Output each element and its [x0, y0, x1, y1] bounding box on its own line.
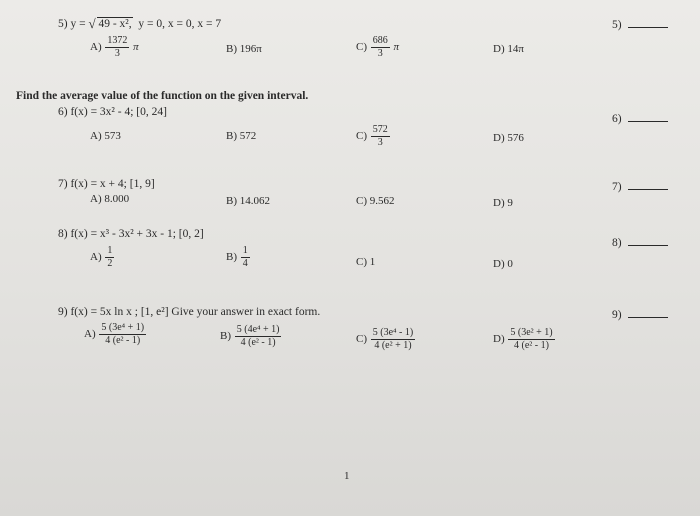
- q8-answer-label: 8): [612, 237, 622, 249]
- q9-d-num: 5 (3e² + 1): [510, 327, 553, 338]
- q7-answer-blank[interactable]: [628, 180, 668, 190]
- q5-a-pi: π: [133, 41, 139, 54]
- q9-b-num: 5 (4e⁴ + 1): [236, 324, 280, 335]
- q8-b-num: 1: [242, 245, 248, 256]
- q5-radicand: 49 - x²,: [98, 18, 132, 30]
- sqrt-symbol: √ 49 - x²,: [88, 16, 132, 31]
- q5-a-num: 1372: [107, 35, 128, 46]
- q9-b-den: 4 (e² - 1): [240, 337, 276, 348]
- q7-answer-label: 7): [612, 181, 622, 193]
- q8-b-den: 4: [242, 258, 248, 269]
- q5-answer-blank[interactable]: [628, 18, 668, 28]
- q5-number: 5): [58, 18, 68, 30]
- q7-question: 7) f(x) = x + 4; [1, 9]: [58, 178, 155, 190]
- q5-conditions: y = 0, x = 0, x = 7: [138, 18, 222, 30]
- q8-choice-d: D) 0: [493, 258, 513, 270]
- q8-b-label: B): [226, 251, 237, 264]
- q6-choice-a: A) 573: [90, 130, 121, 142]
- q9-choice-d: [493, 328, 556, 351]
- q9-d-den: 4 (e² - 1): [514, 340, 549, 351]
- q8-question: 8) f(x) = x³ - 3x² + 3x - 1; [0, 2]: [58, 228, 204, 240]
- q5-c-pi: π: [393, 41, 400, 54]
- q9-c-den: 4 (e² + 1): [374, 340, 412, 351]
- q5-question: [58, 18, 221, 30]
- q7-choice-c: C) 9.562: [356, 195, 395, 207]
- q9-choice-c: [356, 328, 416, 351]
- q9-b-fraction: [235, 325, 282, 348]
- q9-answer-label: 9): [612, 309, 622, 321]
- q9-d-label: D): [493, 333, 505, 346]
- q8-choice-b: [226, 246, 251, 269]
- q9-a-label: A): [84, 328, 96, 341]
- q6-answer-blank[interactable]: [628, 112, 668, 122]
- q5-c-label: C): [356, 41, 367, 54]
- section-heading: Find the average value of the function on the given interval.: [16, 90, 309, 102]
- q5-c-num: 686: [372, 35, 388, 46]
- q5-answer-slot: [612, 18, 668, 31]
- q5-a-fraction: [105, 36, 129, 59]
- q6-c-label: C): [356, 130, 367, 143]
- q8-b-fraction: [241, 246, 250, 269]
- q7-choice-d: D) 9: [493, 197, 513, 209]
- q9-answer-slot: [612, 308, 668, 321]
- q8-a-fraction: [105, 246, 114, 269]
- q9-question: 9) f(x) = 5x ln x ; [1, e²] Give your answer in exact form.: [58, 306, 321, 318]
- q5-answer-label: 5): [612, 19, 622, 31]
- q5-choice-a: [90, 36, 139, 59]
- q5-c-fraction: [371, 36, 390, 59]
- q5-eq-prefix: y =: [70, 18, 86, 30]
- q6-choice-b: B) 572: [226, 130, 257, 142]
- q5-c-den: 3: [377, 48, 383, 59]
- q8-answer-blank[interactable]: [628, 236, 668, 246]
- q9-a-fraction: [99, 323, 146, 346]
- q6-c-fraction: [371, 125, 390, 148]
- q7-answer-slot: [612, 180, 668, 193]
- q5-choice-b: B) 196π: [226, 43, 262, 55]
- q5-choice-d: D) 14π: [493, 43, 524, 55]
- q6-choice-d: D) 576: [493, 132, 524, 144]
- q7-choice-b: B) 14.062: [226, 195, 270, 207]
- q8-a-den: 2: [107, 258, 113, 269]
- q6-c-den: 3: [377, 137, 383, 148]
- page-number: 1: [344, 470, 350, 482]
- q6-answer-label: 6): [612, 113, 622, 125]
- q9-c-fraction: [371, 328, 415, 351]
- q8-choice-a: [90, 246, 115, 269]
- q8-choice-c: C) 1: [356, 256, 376, 268]
- q9-b-label: B): [220, 330, 231, 343]
- q8-a-label: A): [90, 251, 102, 264]
- q6-answer-slot: [612, 112, 668, 125]
- q6-c-num: 572: [372, 124, 388, 135]
- q5-choice-c: [356, 36, 399, 59]
- q7-choice-a: A) 8.000: [90, 193, 130, 205]
- q9-d-fraction: [508, 328, 554, 351]
- q5-a-label: A): [90, 41, 102, 54]
- q9-c-label: C): [356, 333, 367, 346]
- q6-choice-c: [356, 125, 391, 148]
- q5-a-den: 3: [114, 48, 120, 59]
- q8-answer-slot: [612, 236, 668, 249]
- q9-a-den: 4 (e² - 1): [105, 335, 141, 346]
- q9-answer-blank[interactable]: [628, 308, 668, 318]
- q9-choice-b: [220, 325, 282, 348]
- q6-question: 6) f(x) = 3x² - 4; [0, 24]: [58, 106, 167, 118]
- q9-a-num: 5 (3e⁴ + 1): [101, 322, 145, 333]
- q9-choice-a: [84, 323, 147, 346]
- q9-c-num: 5 (3e⁴ - 1): [372, 327, 414, 338]
- q8-a-num: 1: [107, 245, 113, 256]
